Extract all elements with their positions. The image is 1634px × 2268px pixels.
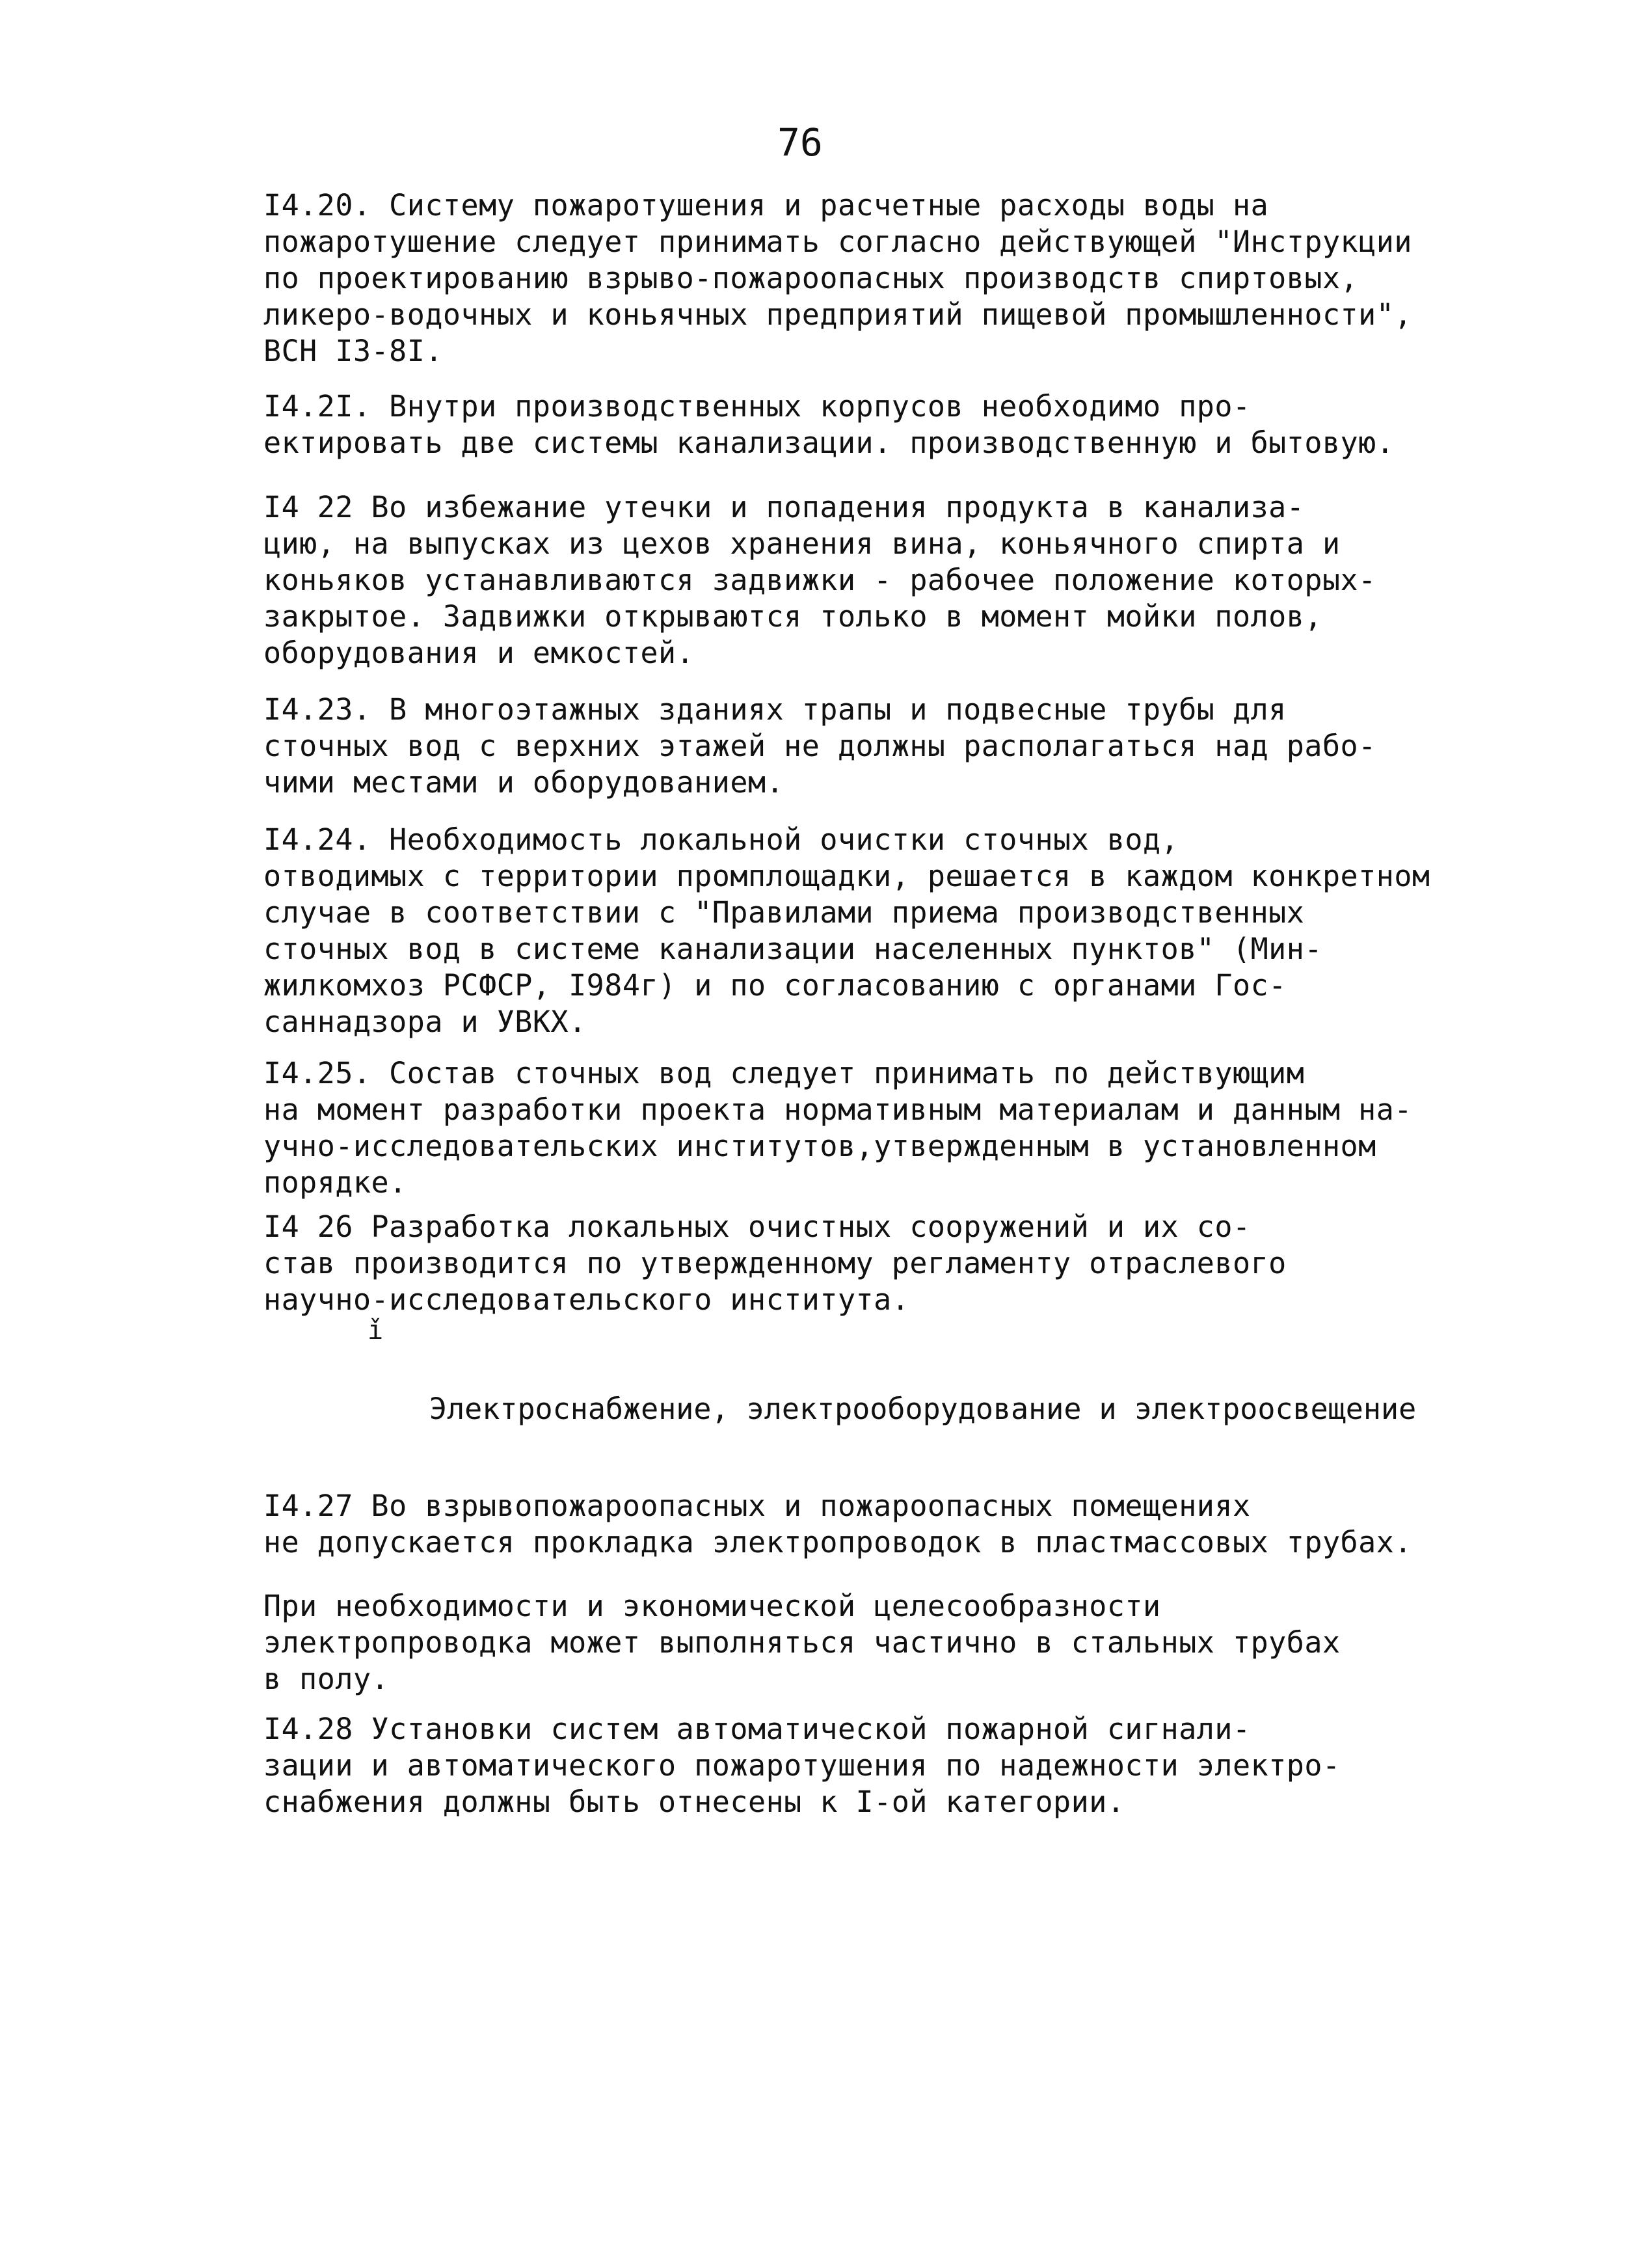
text-line: І4.25. Состав сточных вод следует принимать по действующим	[263, 1056, 1305, 1090]
paragraph-14-26	[263, 1209, 1287, 1318]
paragraph-14-28	[263, 1711, 1341, 1820]
text-line: став производится по утвержденному регламенту отраслевого	[263, 1246, 1287, 1280]
text-line: саннадзора и УВКХ.	[263, 1005, 587, 1039]
text-line: І4.2І. Внутри производственных корпусов необходимо про-	[263, 389, 1251, 424]
paragraph-14-20	[263, 187, 1412, 370]
text-line: І4 26 Разработка локальных очистных сооружений и их со-	[263, 1209, 1251, 1244]
text-line: сточных вод в системе канализации населенных пунктов" (Мин-	[263, 932, 1322, 966]
text-line: научно-исследовательского института.	[263, 1282, 910, 1317]
text-line: сточных вод с верхних этажей не должны располагаться над рабо-	[263, 729, 1376, 763]
text-line: электропроводка может выполняться частично в стальных трубах	[263, 1625, 1341, 1660]
text-line: І4.28 Установки систем автоматической пожарной сигнали-	[263, 1712, 1251, 1746]
paragraph-14-25	[263, 1055, 1412, 1201]
text-line: случае в соответствии с "Правилами приема производственных	[263, 895, 1305, 930]
paragraph-continuation	[263, 1588, 1341, 1697]
text-line: пожаротушение следует принимать согласно действующей "Инструкции	[263, 224, 1412, 259]
text-line: цию, на выпусках из цехов хранения вина, коньячного спирта и	[263, 526, 1341, 561]
paragraph-14-27	[263, 1488, 1412, 1561]
text-line: учно-исследовательских институтов,утвержденным в установленном	[263, 1129, 1376, 1163]
text-line: не допускается прокладка электропроводок в пластмассовых трубах.	[263, 1525, 1412, 1559]
text-line: зации и автоматического пожаротушения по надежности электро-	[263, 1748, 1341, 1783]
text-line: ликеро-водочных и коньячных предприятий пищевой промышленности",	[263, 297, 1412, 332]
text-line: ектировать две системы канализации. производственную и бытовую.	[263, 425, 1395, 460]
text-line: отводимых с территории промплощадки, решается в каждом конкретном	[263, 859, 1430, 893]
text-line: в полу.	[263, 1662, 390, 1696]
text-line: І4.27 Во взрывопожароопасных и пожароопасных помещениях	[263, 1489, 1251, 1523]
text-line: коньяков устанавливаются задвижки - рабочее положение которых-	[263, 563, 1376, 597]
text-line: на момент разработки проекта нормативным материалам и данным на-	[263, 1092, 1412, 1127]
text-line: жилкомхоз РСФСР, І984г) и по согласованию с органами Гос-	[263, 968, 1287, 1003]
stray-mark: ǐ	[368, 1316, 384, 1345]
text-line: порядке.	[263, 1165, 407, 1200]
text-line: І4.24. Необходимость локальной очистки сточных вод,	[263, 822, 1179, 857]
text-line: При необходимости и экономической целесообразности	[263, 1589, 1161, 1623]
text-line: І4.23. В многоэтажных зданиях трапы и подвесные трубы для	[263, 692, 1287, 727]
text-line: ВСН І3-8І.	[263, 334, 443, 368]
text-line: І4 22 Во избежание утечки и попадения продукта в канализа-	[263, 490, 1305, 524]
paragraph-14-24	[263, 822, 1430, 1040]
text-line: оборудования и емкостей.	[263, 636, 695, 670]
text-line: снабжения должны быть отнесены к І-ой категории.	[263, 1785, 1125, 1819]
text-line: закрытое. Задвижки открываются только в момент мойки полов,	[263, 599, 1322, 634]
paragraph-14-23	[263, 692, 1376, 801]
text-line: чими местами и оборудованием.	[263, 765, 784, 800]
text-line: І4.20. Систему пожаротушения и расчетные расходы воды на	[263, 188, 1269, 223]
text-line: по проектированию взрыво-пожароопасных производств спиртовых,	[263, 261, 1359, 295]
paragraph-14-21	[263, 388, 1394, 461]
page-number: 76	[777, 120, 823, 165]
section-heading: Электроснабжение, электрооборудование и электроосвещение	[429, 1392, 1417, 1426]
paragraph-14-22	[263, 489, 1376, 671]
